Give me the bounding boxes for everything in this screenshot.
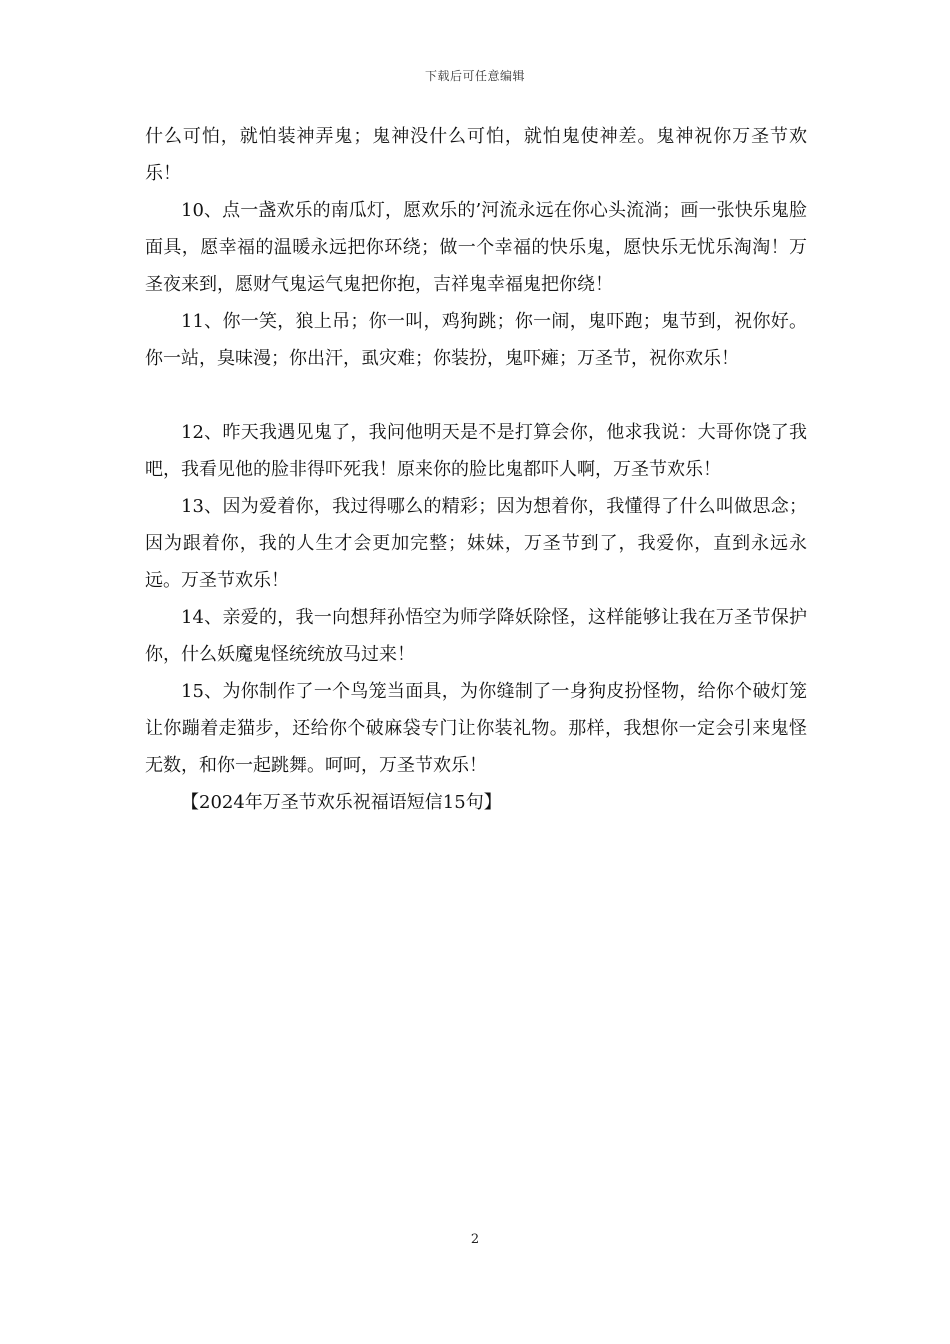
- page-header: 下载后可任意编辑: [424, 69, 525, 83]
- page-number: 2: [470, 1232, 480, 1247]
- section-title: 【2024年万圣节欢乐祝福语短信15句】: [181, 792, 502, 813]
- paragraph-spacer: [145, 377, 807, 414]
- paragraph-item-14: 14、亲爱的，我一向想拜孙悟空为师学降妖除怪，这样能够让我在万圣节保护你，什么妖魔鬼怪统统放马过来！: [145, 607, 807, 665]
- paragraph-item-13: 13、因为爱着你，我过得哪么的精彩；因为想着你，我懂得了什么叫做思念；因为跟着你，我的人生才会更加完整；妹妹，万圣节到了，我爱你，直到永远永远。万圣节欢乐！: [145, 496, 807, 591]
- paragraph-item-10: 10、点一盏欢乐的南瓜灯，愿欢乐的’河流永远在你心头流淌；画一张快乐鬼脸面具，愿幸福的温暖永远把你环绕；做一个幸福的快乐鬼，愿快乐无忧乐淘淘！万圣夜来到，愿财气鬼运气鬼把你抱，吉祥鬼幸福鬼把你绕！: [145, 200, 807, 295]
- paragraph-item-11: 11、你一笑，狼上吊；你一叫，鸡狗跳；你一闹，鬼吓跑；鬼节到，祝你好。你一站，臭味漫；你出汗，虱灾难；你装扮，鬼吓瘫；万圣节，祝你欢乐！: [145, 311, 807, 369]
- document-body: [145, 118, 807, 821]
- paragraph-item-12: 12、昨天我遇见鬼了，我问他明天是不是打算会你，他求我说：大哥你饶了我吧，我看见他的脸非得吓死我！原来你的脸比鬼都吓人啊，万圣节欢乐！: [145, 422, 807, 480]
- paragraph-continuation: 什么可怕，就怕装神弄鬼；鬼神没什么可怕，就怕鬼使神差。鬼神祝你万圣节欢乐！: [145, 126, 807, 184]
- paragraph-item-15: 15、为你制作了一个鸟笼当面具，为你缝制了一身狗皮扮怪物，给你个破灯笼让你蹦着走猫步，还给你个破麻袋专门让你装礼物。那样，我想你一定会引来鬼怪无数，和你一起跳舞。呵呵，万圣节欢乐！: [145, 681, 807, 776]
